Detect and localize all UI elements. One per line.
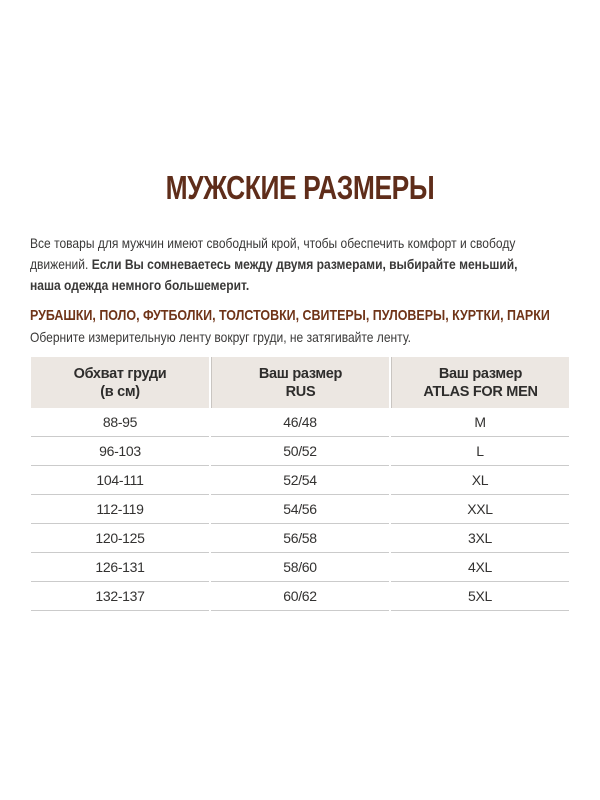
table-cell-chest: 88-95: [31, 408, 209, 437]
table-cell-chest: 96-103: [31, 437, 209, 466]
table-cell-atlas: L: [391, 437, 569, 466]
intro-line-2: [30, 254, 518, 275]
page-title: МУЖСКИЕ РАЗМЕРЫ: [165, 169, 435, 206]
table-cell-atlas: 4XL: [391, 553, 569, 582]
table-cell-atlas: 5XL: [391, 582, 569, 611]
column-header-chest-line2: (в см): [100, 383, 140, 400]
column-header-rus-line2: RUS: [285, 383, 316, 400]
table-cell-rus: 60/62: [211, 582, 389, 611]
table-cell-rus: 52/54: [211, 466, 389, 495]
table-cell-chest: 112-119: [31, 495, 209, 524]
intro-line2-regular-text: движений.: [30, 256, 92, 272]
table-cell-rus: 50/52: [211, 437, 389, 466]
table-row: [31, 466, 569, 495]
table-row: [31, 437, 569, 466]
column-header-rus: [211, 357, 389, 408]
table-cell-atlas: 3XL: [391, 524, 569, 553]
table-header-row: [31, 357, 569, 408]
column-header-rus-line1: Ваш размер: [258, 365, 343, 382]
table-row: [31, 582, 569, 611]
intro-paragraph: [30, 233, 518, 296]
table-cell-rus: 54/56: [211, 495, 389, 524]
category-heading: РУБАШКИ, ПОЛО, ФУТБОЛКИ, ТОЛСТОВКИ, СВИТЕРЫ, ПУЛОВЕРЫ, КУРТКИ, ПАРКИ: [30, 307, 550, 324]
table-cell-chest: 132-137: [31, 582, 209, 611]
table-cell-atlas: XXL: [391, 495, 569, 524]
table-cell-rus: 56/58: [211, 524, 389, 553]
measure-instruction: Оберните измерительную ленту вокруг груди, не затягивайте ленту.: [30, 329, 411, 345]
table-row: [31, 524, 569, 553]
table-cell-chest: 104-111: [31, 466, 209, 495]
column-header-atlas-line1: Ваш размер: [438, 365, 523, 382]
table-cell-rus: 46/48: [211, 408, 389, 437]
column-header-atlas-line2: ATLAS FOR MEN: [423, 383, 538, 400]
table-row: [31, 495, 569, 524]
column-header-chest: [31, 357, 209, 408]
table-cell-chest: 120-125: [31, 524, 209, 553]
column-header-atlas: [391, 357, 569, 408]
table-cell-chest: 126-131: [31, 553, 209, 582]
intro-line2-bold-text: Если Вы сомневаетесь между двумя размерами, выбирайте меньший,: [91, 256, 518, 272]
size-table: [29, 357, 571, 611]
column-header-chest-line1: Обхват груди: [73, 365, 167, 382]
table-cell-atlas: XL: [391, 466, 569, 495]
table-cell-rus: 58/60: [211, 553, 389, 582]
table-row: [31, 553, 569, 582]
intro-line-3: наша одежда немного большемерит.: [30, 277, 250, 293]
intro-line-1: Все товары для мужчин имеют свободный крой, чтобы обеспечить комфорт и свободу: [30, 235, 516, 251]
table-cell-atlas: M: [391, 408, 569, 437]
table-row: [31, 408, 569, 437]
